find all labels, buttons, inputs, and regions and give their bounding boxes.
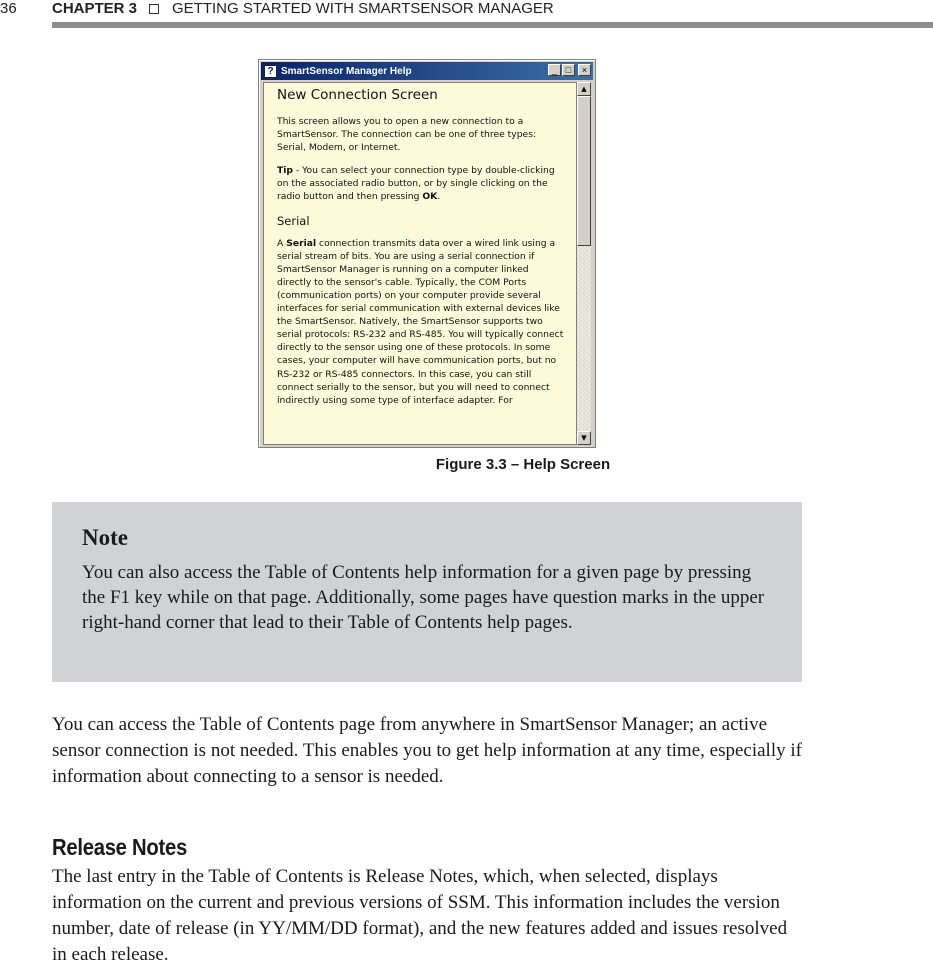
note-box <box>52 502 802 682</box>
help-icon: ? <box>264 65 277 78</box>
figure-caption <box>0 456 933 473</box>
running-header <box>52 0 554 17</box>
header-rule <box>52 22 933 28</box>
maximize-button[interactable]: □ <box>562 64 575 76</box>
square-icon <box>149 4 159 14</box>
help-subheading: Serial <box>277 213 310 228</box>
page-number: 36 <box>0 0 17 17</box>
help-tip <box>277 164 564 203</box>
help-scrollbar[interactable] <box>577 82 591 445</box>
tip-label: Tip <box>277 165 293 177</box>
note-title: Note <box>82 525 128 550</box>
help-window <box>258 59 596 448</box>
serial-body: connection transmits data over a wired link using a serial stream of bits. You are using a serial connection if SmartSensor Manager is running on a computer linked directly to the sensor's cable. Typically, the COM Ports (communication ports) on your computer provide several interfaces for serial communication with external devices like the SmartSensor. Natively, the SmartSensor supports two serial protocols: RS-232 and RS-485. You will typically connect directly to the sensor using one of these protocols. In some cases, your computer will have communication ports, but no RS-232 or RS-485 connectors. In this case, you can still connect serially to the sensor, but you will need to connect indirectly using some type of interface adapter. For <box>277 237 564 406</box>
close-button[interactable]: × <box>578 64 591 76</box>
help-window-title: SmartSensor Manager Help <box>281 65 412 77</box>
tip-end: . <box>437 191 441 203</box>
serial-bold: Serial <box>286 237 317 249</box>
tip-ok: OK <box>422 191 438 203</box>
help-window-titlebar[interactable] <box>261 62 593 80</box>
scroll-up-icon[interactable]: ▲ <box>577 82 591 96</box>
tip-text: - You can select your connection type by double-clicking on the associated radio button, or by single clicking on the radio button and then pressing <box>277 165 555 203</box>
scroll-thumb[interactable] <box>577 96 591 246</box>
help-content <box>263 82 577 445</box>
body-paragraph: You can access the Table of Contents page from anywhere in SmartSensor Manager; an active sensor connection is not needed. This enables you to get help information at any time, especially if information about connecting to a sensor is needed. <box>52 714 802 787</box>
window-controls <box>548 64 591 76</box>
chapter-label: CHAPTER 3 <box>52 0 138 17</box>
section-heading: Release Notes <box>52 834 187 860</box>
help-heading: New Connection Screen <box>277 87 438 103</box>
scroll-down-icon[interactable]: ▼ <box>577 431 591 445</box>
chapter-title: GETTING STARTED WITH SMARTSENSOR MANAGER <box>172 0 554 17</box>
minimize-button[interactable]: _ <box>548 64 561 76</box>
help-serial-text <box>277 237 564 407</box>
serial-prefix: A <box>277 237 287 249</box>
release-notes-paragraph: The last entry in the Table of Contents is Release Notes, which, when selected, displays information on the current and previous versions of SSM. This information includes the version number, date of release (in YY/MM/DD format), and the new features added and issues resolved in each release. <box>52 866 788 965</box>
note-text: You can also access the Table of Contents help information for a given page by pressing the F1 key while on that page. Additionally, some pages have question marks in the upper right-hand corner that lead to their Table of Contents help pages. <box>82 562 765 633</box>
help-intro: This screen allows you to open a new connection to a SmartSensor. The connection can be one of three types: Serial, Modem, or Internet. <box>277 116 537 154</box>
figure-caption-text: Figure 3.3 – Help Screen <box>435 456 611 473</box>
